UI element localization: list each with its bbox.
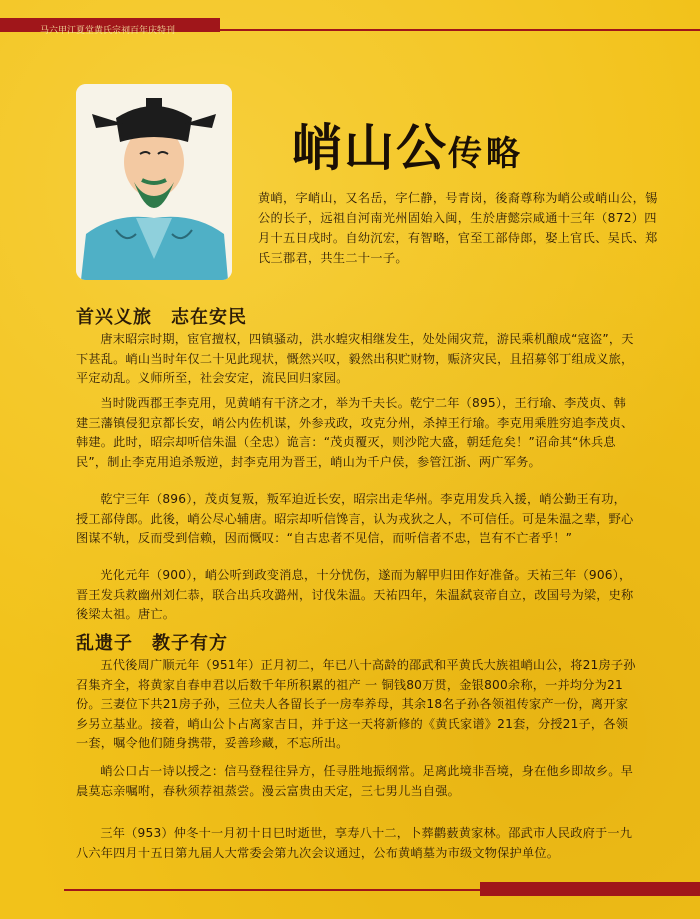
title-sub: 传略 [448, 134, 524, 174]
section2-paragraph-2: 峭公口占一诗以授之：信马登程往异方，任寻胜地振纲常。足离此境非吾境，身在他乡即故乡。早晨莫忘亲嘱咐，春秋须荐祖蒸尝。漫云富贵由天定，三七男儿当自强。 [76, 764, 634, 798]
title-main: 峭山公 [292, 118, 448, 177]
section1-paragraph-3: 乾宁三年（896），茂贞复叛，叛军迫近长安，昭宗出走华州。李克用发兵入援，峭公勤王有功，授工部侍郎。此後，峭公尽心辅唐。昭宗却听信馋言，认为戎狄之人，不可信任。可是朱温之辈，野心图谋不轨，反而受到信赖，因而慨叹：“自古忠者不见信，而听信者不忠，岂有不亡者乎！” [76, 492, 634, 545]
intro-paragraph: 黄峭，字峭山，又名岳，字仁静，号青岗，後裔尊称为峭公或峭山公，锡公的长子，远祖自河南光州固始入闽，生於唐懿宗咸通十三年（872）四月十五日戌时。自幼沉宏，有智略，官至工部侍郎，娶上官氏、吴氏、郑氏三郡君，共生二十一子。 [258, 191, 658, 265]
header-banner [0, 18, 220, 36]
header-rule [220, 29, 700, 31]
header-bar [0, 18, 700, 36]
section1-paragraph-4: 光化元年（900），峭公听到政变消息，十分忧伤，遂而为解甲归田作好准备。天祐三年（906），晋王发兵救幽州刘仁恭，联合出兵攻潞州，讨伐朱温。天祐四年，朱温弑哀帝自立，改国号为梁，史称後梁太祖。唐亡。 [76, 568, 634, 621]
section2-paragraph-3: 三年（953）仲冬十一月初十日巳时逝世，享寿八十二，卜葬鹳薮黄家林。邵武市人民政府于一九八六年四月十五日第九届人大常委会第九次会议通过，公布黄峭墓为市级文物保护单位。 [76, 826, 633, 860]
section1-paragraph-1: 唐末昭宗时期，宦官擅权，四镇骚动，洪水蝗灾相继发生，处处闹灾荒，游民乘机酿成“寇盗”，天下甚乱。峭山当时年仅二十见此现状，慨然兴叹，毅然出积贮财物，赈济灾民，且招募邻丁组成义旅，平定动乱。义师所至，社会安定，流民回归家园。 [76, 332, 634, 385]
footer-bar [480, 882, 700, 896]
scholar-portrait-icon [76, 84, 232, 280]
footer-rule [64, 889, 544, 891]
section1-paragraph-2: 当时陇西郡王李克用，见黄峭有干济之才，举为千夫长。乾宁二年（895），王行瑜、李茂贞、韩建三藩镇侵犯京都长安，峭公内佐机谋，外参戎政，攻克分州，杀掉王行瑜。李克用乘胜穷追李茂贞、韩建。此时，昭宗却听信朱温（全忠）诡言：“茂贞覆灭，则沙陀大盛，朝廷危矣！”诏命其“休兵息民”，制止李克用追杀叛逆，封李克用为晋王，峭山为千户侯，参管江浙、两广军务。 [76, 396, 634, 469]
section-heading-2: 乱遗子 教子有方 [76, 633, 228, 654]
portrait-frame [76, 84, 232, 280]
section2-paragraph-1: 五代後周广顺元年（951年）正月初二，年已八十高龄的邵武和平黄氏大族祖峭山公，将21房子孙召集齐全，将黄家自春申君以后数千年所积累的祖产 一 铜钱80万贯，金银800余称，一并均分为21份。三妻位下共21房子孙，三位夫人各留长子一房奉养母，其余18名子孙各领祖传家产一份，离开家乡另立基业。接着，峭山公卜占离家吉日，并于这一天将新修的《黄氏家谱》21套，分授21子，各领一套，嘱令他们随身携带，妥善珍藏，不忘所出。 [76, 658, 636, 750]
page-title [292, 108, 524, 180]
section-heading-1: 首兴义旅 志在安民 [76, 307, 247, 328]
header-banner-text: 马六甲江夏堂黄氏宗祠百年庆特刊 [40, 26, 176, 36]
